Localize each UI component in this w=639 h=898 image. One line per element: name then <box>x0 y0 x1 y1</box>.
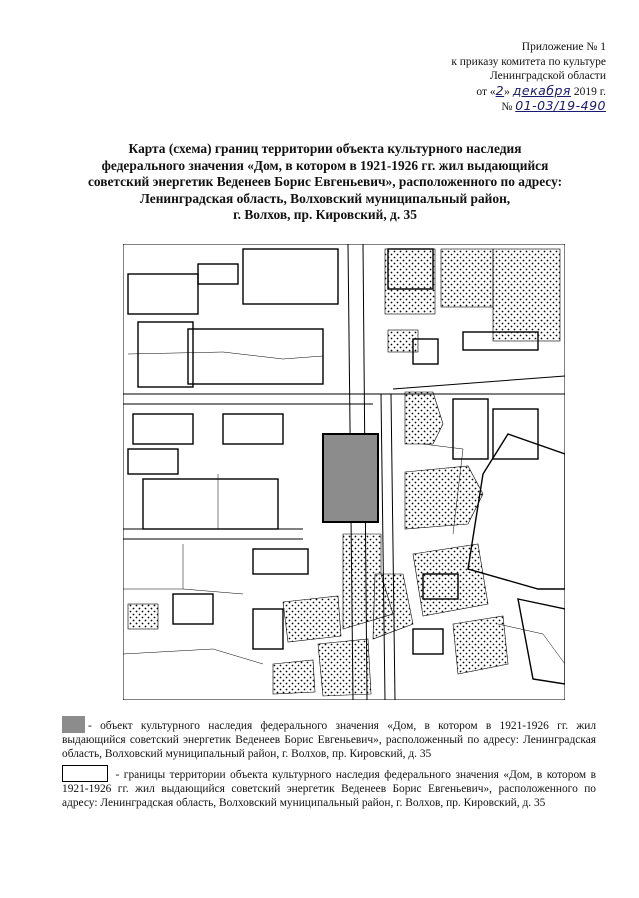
title-line-2: федерального значения «Дом, в котором в 1921-1926 гг. жил выдающийся <box>101 157 549 173</box>
appendix-header <box>451 40 606 115</box>
title-line-3: советский энергетик Веденеев Борис Евгеньевич», расположенного по адресу: <box>87 174 563 189</box>
appendix-region: Ленинградской области <box>489 70 606 82</box>
handwritten-number: 01-03/19-490 <box>515 98 606 113</box>
title-line-4: Ленинградская область, Волховский муниципальный район, <box>139 190 511 206</box>
heritage-building <box>323 434 378 522</box>
site-map <box>123 244 565 700</box>
legend-swatch-object <box>62 716 85 733</box>
title-line-1: Карта (схема) границ территории объекта культурного наследия <box>128 141 522 156</box>
appendix-date: от «2» декабря 2019 г. <box>476 82 606 98</box>
handwritten-day: 2 <box>495 82 505 98</box>
legend-swatch-boundary <box>62 765 108 782</box>
legend-text-boundary: - границы территории объекта культурного наследия федерального значения «Дом, в котором в 1921-1926 гг. жил выдающийся советский энергетик Веденеев Борис Евгеньевич», расположенного по адресу: Ленинградская область, Волховский муниципальный район, г. Волхов, пр. Кировский, д. 35 <box>62 769 596 810</box>
legend-text-object: - объект культурного наследия федерального значения «Дом, в котором в 1921-1926 гг. жил выдающийся советский энергетик Веденеев Борис Евгеньевич», расположенный по адресу: Ленинградская область, Волховский муниципальный район, г. Волхов, пр. Кировский, д. 35 <box>62 720 596 761</box>
legend-item-boundary <box>62 765 596 811</box>
appendix-title: Приложение № 1 <box>521 41 606 53</box>
appendix-order-ref: к приказу комитета по культуре <box>451 55 606 68</box>
appendix-number: № 01-03/19-490 <box>501 98 606 113</box>
title-line-5: г. Волхов, пр. Кировский, д. 35 <box>233 207 417 222</box>
document-title <box>40 141 610 224</box>
handwritten-month: декабря <box>512 82 571 98</box>
legend-item-object <box>62 716 596 762</box>
